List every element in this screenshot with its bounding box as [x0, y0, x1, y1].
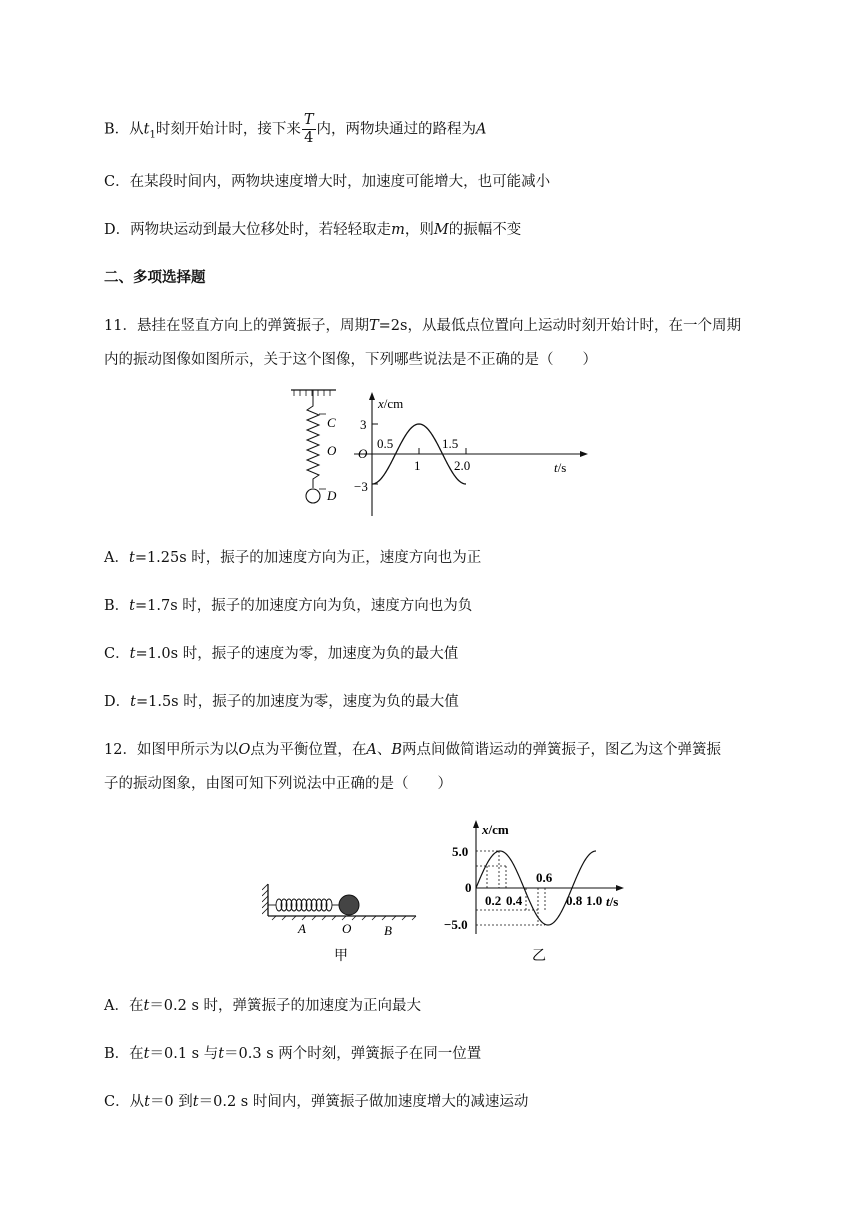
q11-stem-a: 11．悬挂在竖直方向上的弹簧振子，周期: [104, 318, 369, 334]
q12-stem-c: 、: [376, 742, 392, 758]
q12-stem-line1: [104, 738, 721, 759]
q10-d-prefix: D．两物块运动到最大位移处时，若轻轻取走: [104, 222, 392, 238]
wall-hatch: [262, 884, 268, 914]
q11-x-label-var: t: [554, 460, 558, 475]
option-t: t: [129, 598, 135, 614]
q11-x-arrow: [580, 451, 588, 457]
label-o: O: [327, 443, 337, 458]
q12-figure-jia: [262, 880, 422, 966]
q11-option-a: [104, 546, 481, 567]
q12-y-arrow: [473, 820, 479, 828]
q10-d-suffix: 的振幅不变: [448, 222, 522, 238]
q12-ytick-label-0: 0: [465, 880, 472, 895]
q12-stem-A: A: [366, 742, 377, 758]
q10-d-M: M: [433, 222, 449, 238]
q10-b-a: A: [476, 121, 487, 138]
option-t: t: [218, 1046, 225, 1062]
q11-stem-b: =2s，从最低点位置向上运动时刻开始计时，在一个周期: [378, 318, 741, 334]
q12-stem-B: B: [391, 742, 402, 758]
option-prefix: D．: [104, 694, 131, 710]
option-t: t: [130, 694, 136, 710]
q11-xtick-label-05: 0.5: [377, 436, 394, 451]
q11-y-arrow: [369, 392, 375, 400]
option-prefix: A．: [104, 550, 129, 566]
option-text: ＝0.2 s 时间内，弹簧振子做加速度增大的减速运动: [198, 1094, 529, 1110]
block-ball: [339, 895, 359, 915]
q11-option-d: [104, 690, 459, 711]
q12-xtick-label-06: 0.6: [536, 870, 553, 885]
label-b: B: [384, 923, 392, 938]
q11-x-label: [554, 460, 566, 475]
option-text: ＝0.1 s 与: [149, 1046, 219, 1062]
q11-xtick-label-20: 2.0: [454, 458, 471, 473]
option-text: =1.0s 时，振子的速度为零，加速度为负的最大值: [135, 646, 459, 662]
q12-stem-d: 两点间做简谐运动的弹簧振子，图乙为这个弹簧振: [401, 742, 721, 758]
option-text: ＝0.2 s 时，弹簧振子的加速度为正向最大: [149, 998, 422, 1014]
q12-x-label-var: t: [606, 894, 610, 909]
q11-ytick-label-m3: −3: [354, 479, 368, 494]
label-o: O: [342, 921, 352, 936]
q12-ytick-label-5: 5.0: [452, 844, 469, 859]
q12-stem-b: 点为平衡位置，在: [250, 742, 367, 758]
option-t: t: [143, 1046, 150, 1062]
q12-stem-O: O: [238, 742, 251, 758]
q10-option-d: [104, 218, 521, 239]
q12-x-label: [606, 894, 618, 909]
q12-xtick-label-04: 0.4: [506, 893, 523, 908]
q12-y-label: [481, 822, 509, 837]
option-text: =1.5s 时，振子的加速度为零，速度为负的最大值: [135, 694, 459, 710]
q11-y-label-unit: /cm: [383, 396, 404, 411]
option-prefix: B．: [104, 598, 130, 614]
q12-figure-yi: [440, 814, 640, 968]
q10-b-sub: 1: [149, 129, 156, 141]
q11-figure: [286, 388, 596, 520]
label-c: C: [327, 415, 336, 430]
section-title: 二、多项选择题: [104, 269, 206, 286]
option-t: t: [143, 998, 150, 1014]
q10-b-fraction: [302, 112, 316, 147]
option-t: t: [192, 1094, 199, 1110]
q12-option-a: [104, 994, 421, 1015]
q12-y-label-var: x: [482, 822, 489, 837]
q11-origin: O: [358, 446, 368, 461]
option-t: t: [129, 646, 136, 662]
label-d: D: [327, 488, 337, 503]
option-text: ＝0 到: [149, 1094, 193, 1110]
q10-b-suffix: 内，两物块通过的路程为: [316, 121, 477, 138]
caption-yi: 乙: [532, 949, 546, 964]
option-prefix: C．从: [104, 1094, 145, 1110]
q10-b-t: t: [143, 121, 150, 138]
spring-coil: [268, 899, 340, 911]
fraction-numerator: T: [303, 112, 314, 128]
q12-x-arrow: [616, 885, 624, 891]
option-text: =1.25s 时，振子的加速度方向为正，速度方向也为正: [134, 550, 482, 566]
q11-option-c: [104, 642, 458, 663]
option-text: ＝0.3 s 两个时刻，弹簧振子在同一位置: [224, 1046, 482, 1062]
q12-stem-a: 12．如图甲所示为以: [104, 742, 239, 758]
mass-ball: [306, 489, 320, 503]
q11-y-label-var: x: [378, 396, 384, 411]
option-prefix: C．: [104, 646, 130, 662]
q12-xtick-label-08: 0.8: [566, 893, 583, 908]
q11-xtick-label-1: 1: [414, 458, 421, 473]
q10-b-mid: 时刻开始计时，接下来: [155, 121, 301, 138]
q11-y-label: [377, 396, 403, 411]
ceiling-hatch: [294, 390, 330, 396]
q12-ytick-label-m5: −5.0: [444, 917, 468, 932]
fraction-denominator: 4: [304, 130, 314, 146]
q12-stem-line2: 子的振动图象，由图可知下列说法中正确的是（ ）: [104, 776, 452, 792]
q12-xtick-label-10: 1.0: [586, 893, 603, 908]
q12-y-label-unit: /cm: [488, 822, 509, 837]
q12-option-b: [104, 1042, 481, 1063]
q12-x-label-unit: /s: [609, 894, 619, 909]
q11-ytick-label-3: 3: [360, 417, 367, 432]
q11-stem-T: T: [368, 318, 379, 334]
caption-jia: 甲: [334, 949, 348, 964]
q10-d-mid: ，则: [404, 222, 434, 238]
label-a: A: [298, 921, 306, 936]
option-t: t: [128, 550, 135, 566]
q11-xtick-label-15: 1.5: [442, 436, 459, 451]
option-prefix: A．在: [104, 998, 144, 1014]
option-text: =1.7s 时，振子的加速度方向为负，速度方向也为负: [134, 598, 473, 614]
spring: [307, 390, 319, 488]
q11-x-label-unit: /s: [557, 460, 567, 475]
q11-stem-line2: 内的振动图像如图所示，关于这个图像，下列哪些说法是不正确的是（ ）: [104, 352, 597, 368]
q11-option-b: [104, 594, 472, 615]
q11-stem-line1: [104, 314, 741, 335]
q10-option-c: C．在某段时间内，两物块速度增大时，加速度可能增大，也可能减小: [104, 174, 551, 190]
q12-option-c: [104, 1090, 528, 1111]
q12-xtick-label-02: 0.2: [485, 893, 502, 908]
q10-option-b: [104, 112, 487, 147]
option-t: t: [144, 1094, 150, 1110]
q10-b-prefix: B．从: [104, 121, 144, 138]
q10-d-m: m: [391, 222, 405, 238]
option-prefix: B．在: [104, 1046, 144, 1062]
